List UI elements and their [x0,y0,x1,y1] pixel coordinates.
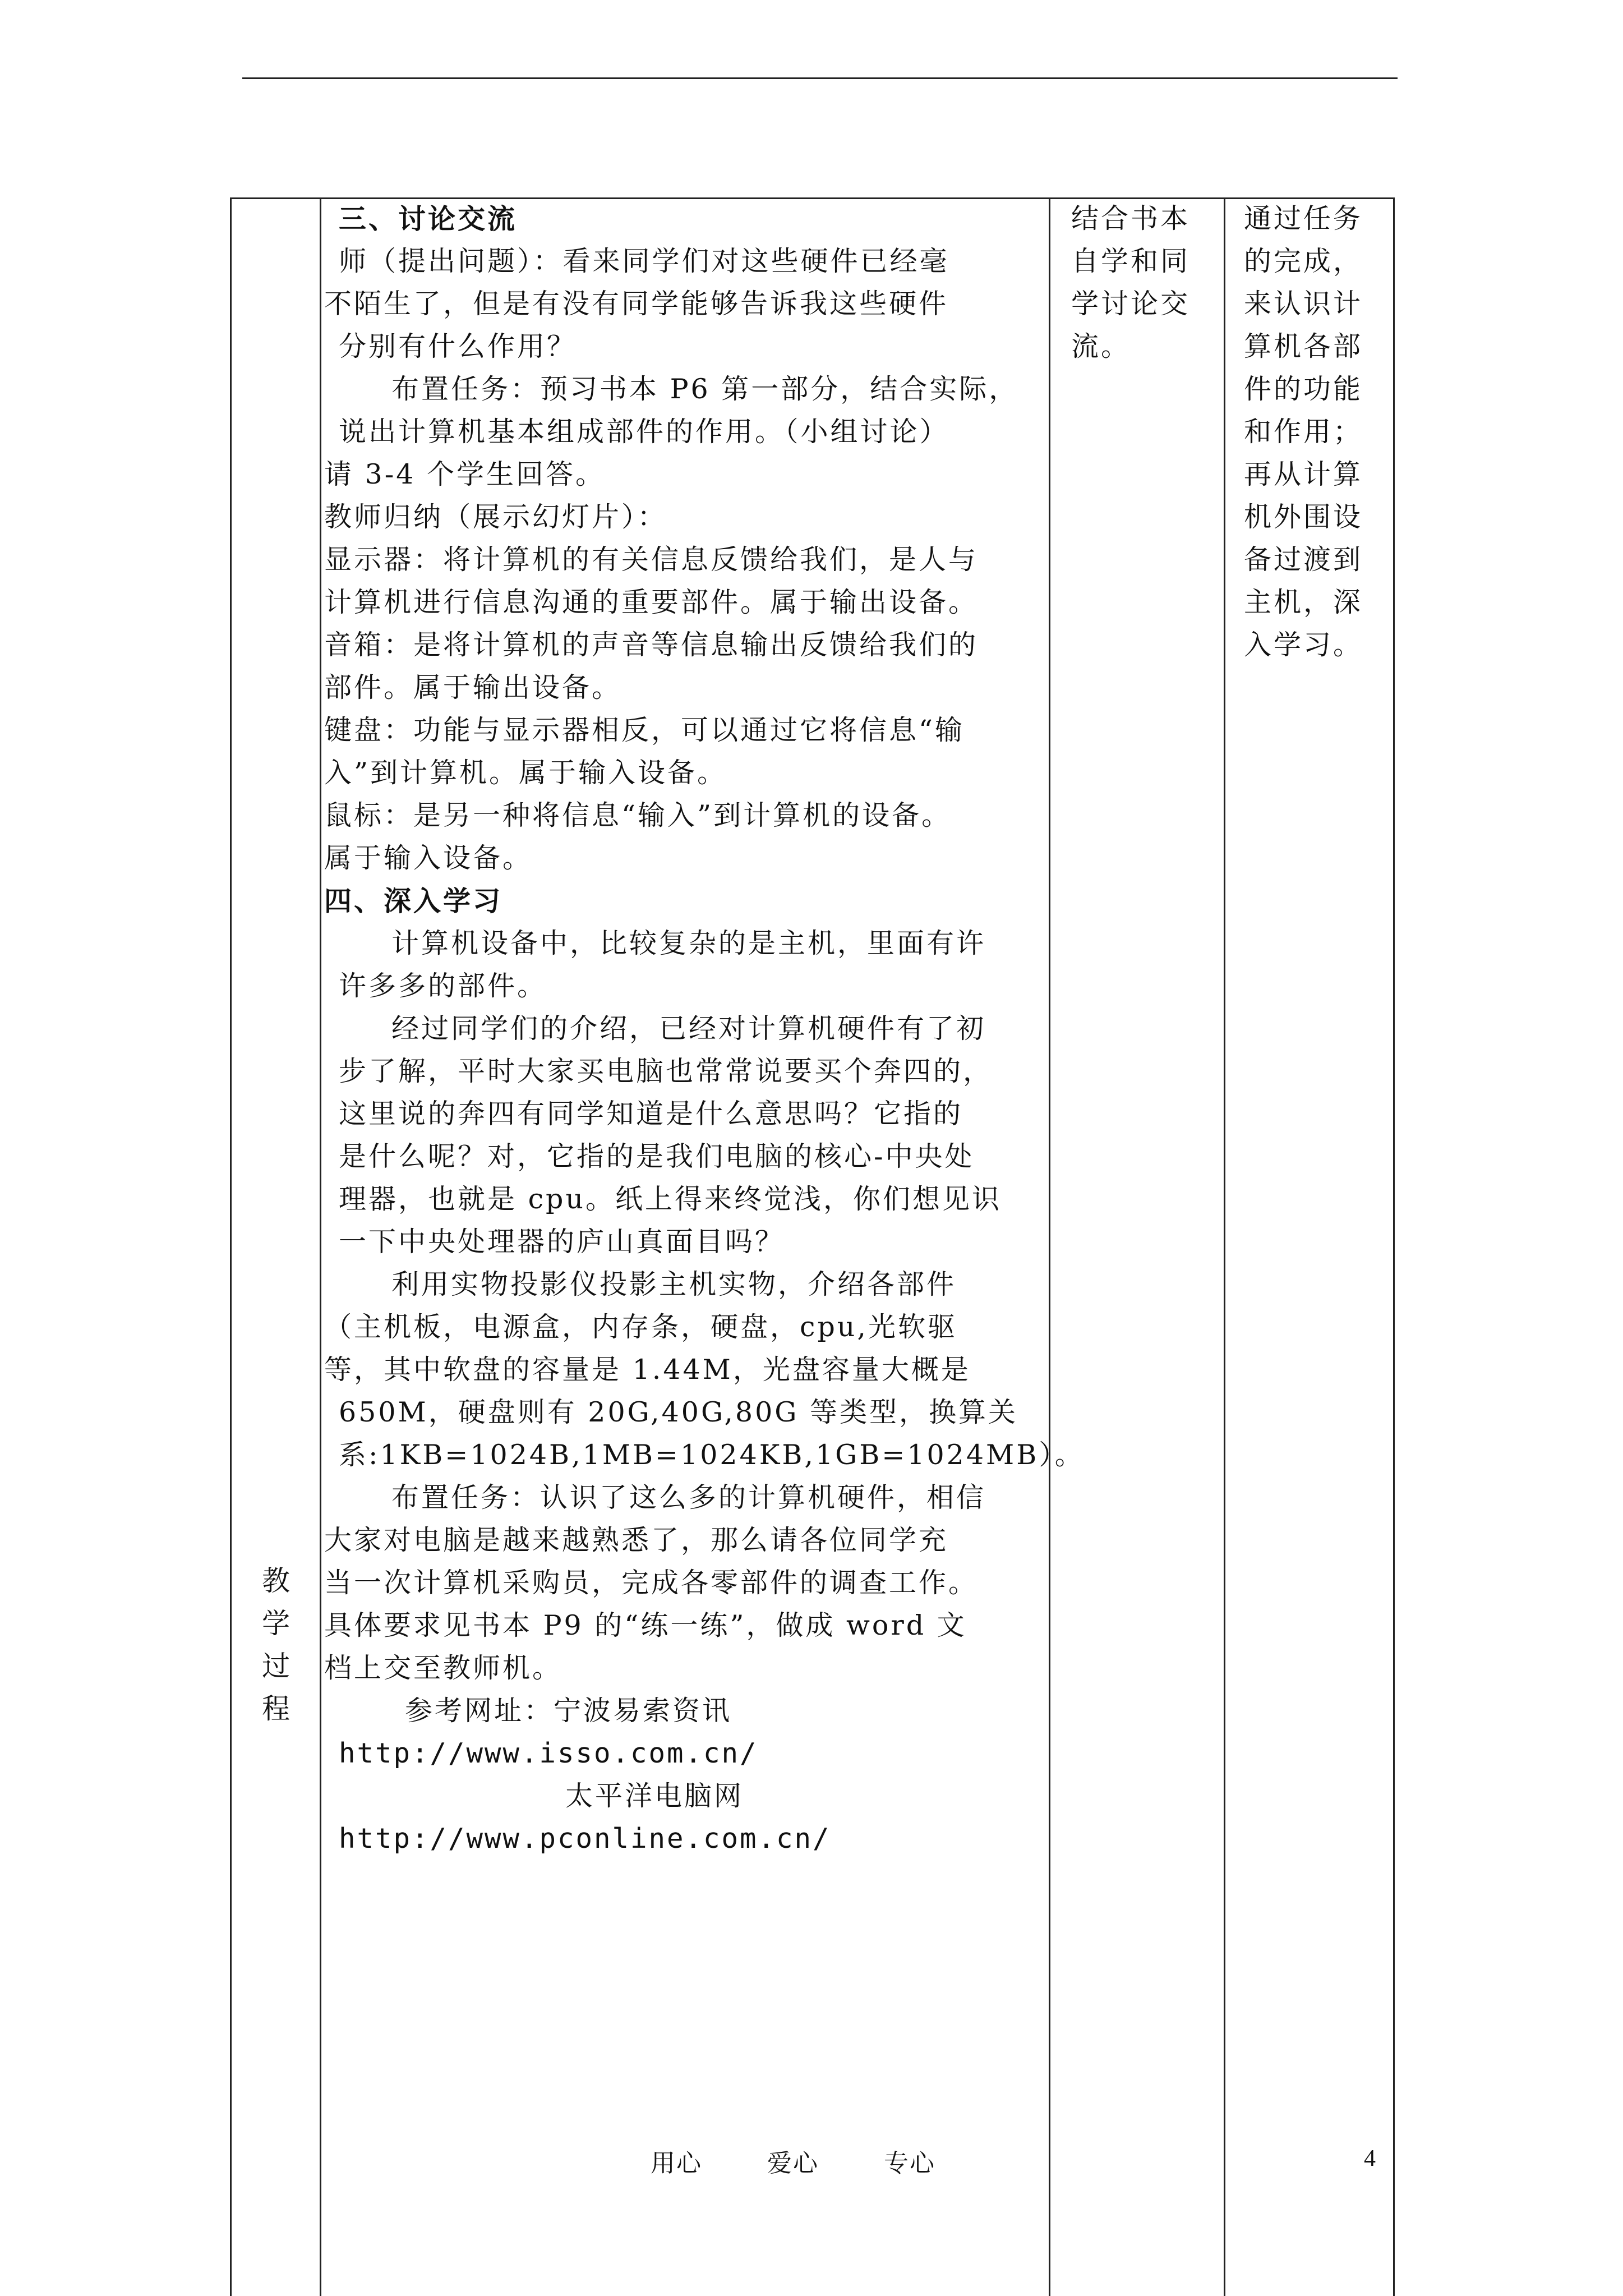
content-line: 步了解，平时大家买电脑也常常说要买个奔四的， [339,1055,993,1087]
content-line: 说出计算机基本组成部件的作用。（小组讨论） [339,416,949,448]
design-intent-line: 机外围设 [1244,501,1363,533]
design-intent-line: 的完成， [1244,245,1363,277]
content-line: 布置任务：预习书本 P6 第一部分，结合实际， [391,373,1019,405]
content-line: 键盘：功能与显示器相反，可以通过它将信息“输 [324,714,965,746]
content-line: 是什么呢？对，它指的是我们电脑的核心-中央处 [339,1140,975,1172]
side-label-char: 教 [262,1565,290,1597]
table-divider-3 [1224,197,1225,2296]
content-line: 这里说的奔四有同学知道是什么意思吗？它指的 [339,1098,963,1130]
student-activity-line: 学讨论交 [1071,288,1191,320]
content-line: 属于输入设备。 [324,842,533,874]
design-intent-line: 备过渡到 [1244,544,1363,576]
content-line: 布置任务：认识了这么多的计算机硬件，相信 [391,1481,986,1513]
content-line: http://www.pconline.com.cn/ [339,1823,831,1855]
design-intent-line: 来认识计 [1244,288,1363,320]
side-label-char: 程 [262,1692,290,1725]
side-label-char: 过 [262,1650,290,1682]
content-line: 理器，也就是 cpu。纸上得来终觉浅，你们想见识 [339,1183,1002,1215]
content-line: 教师归纳（展示幻灯片）： [324,501,667,533]
content-line: 师（提出问题）：看来同学们对这些硬件已经毫 [339,245,949,277]
footer-motto-3: 专心 [884,2149,935,2178]
content-line: http://www.isso.com.cn/ [339,1737,758,1769]
content-line: 鼠标：是另一种将信息“输入”到计算机的设备。 [324,799,952,831]
content-line: 太平洋电脑网 [565,1780,744,1812]
content-line: 许多多的部件。 [339,970,547,1002]
design-intent-line: 入学习。 [1244,629,1363,661]
content-line: 部件。属于输出设备。 [324,671,622,703]
student-activity-line: 结合书本 [1071,203,1191,234]
content-line: 分别有什么作用？ [339,330,577,362]
content-line: 请 3-4 个学生回答。 [324,458,606,490]
header-rule [242,77,1398,79]
student-activity-line: 流。 [1071,330,1131,362]
footer-motto [651,2143,992,2179]
footer-motto-2: 爱心 [767,2149,819,2178]
content-line: 显示器：将计算机的有关信息反馈给我们，是人与 [324,544,979,576]
section-heading: 三、讨论交流 [339,203,518,235]
content-line: 当一次计算机采购员，完成各零部件的调查工作。 [324,1567,979,1599]
content-line: 计算机设备中，比较复杂的是主机，里面有许 [391,927,986,959]
design-intent-line: 算机各部 [1244,330,1363,362]
content-line: 利用实物投影仪投影主机实物，介绍各部件 [391,1268,957,1300]
footer-motto-1: 用心 [651,2149,702,2178]
design-intent-line: 再从计算 [1244,458,1363,490]
content-line: （主机板，电源盒，内存条，硬盘，cpu,光软驱 [324,1311,957,1343]
student-activity-line: 自学和同 [1071,245,1191,277]
content-line: 650M，硬盘则有 20G,40G,80G 等类型，换算关 [339,1396,1018,1428]
table-divider-1 [320,197,321,2296]
section-heading: 四、深入学习 [324,885,503,917]
design-intent-line: 通过任务 [1244,203,1363,234]
table-left-border [230,197,232,2296]
content-line: 一下中央处理器的庐山真面目吗？ [339,1226,785,1258]
section-label-teaching-process [259,1559,293,1730]
design-intent-line: 件的功能 [1244,373,1363,405]
lesson-content-column [324,197,1085,1860]
table-right-border [1393,197,1395,2296]
design-intent-column [1244,197,1378,666]
content-line: 档上交至教师机。 [324,1652,562,1684]
page-number: 4 [1364,2146,1376,2171]
side-label-char: 学 [262,1607,290,1640]
content-line: 不陌生了，但是有没有同学能够告诉我这些硬件 [324,288,949,320]
student-activity-column [1071,197,1200,368]
content-line: 入”到计算机。属于输入设备。 [324,757,727,789]
content-line: 经过同学们的介绍，已经对计算机硬件有了初 [391,1013,986,1045]
content-line: 具体要求见书本 P9 的“练一练”，做成 word 文 [324,1609,967,1641]
content-line: 系:1KB=1024B,1MB=1024KB,1GB=1024MB）。 [339,1439,1085,1471]
content-line: 参考网址：宁波易索资讯 [405,1695,732,1727]
design-intent-line: 主机，深 [1244,586,1363,618]
design-intent-line: 和作用； [1244,416,1363,448]
content-line: 大家对电脑是越来越熟悉了，那么请各位同学充 [324,1524,949,1556]
content-line: 计算机进行信息沟通的重要部件。属于输出设备。 [324,586,979,618]
content-line: 音箱：是将计算机的声音等信息输出反馈给我们的 [324,629,979,661]
table-divider-2 [1049,197,1050,2296]
content-line: 等，其中软盘的容量是 1.44M，光盘容量大概是 [324,1354,971,1386]
